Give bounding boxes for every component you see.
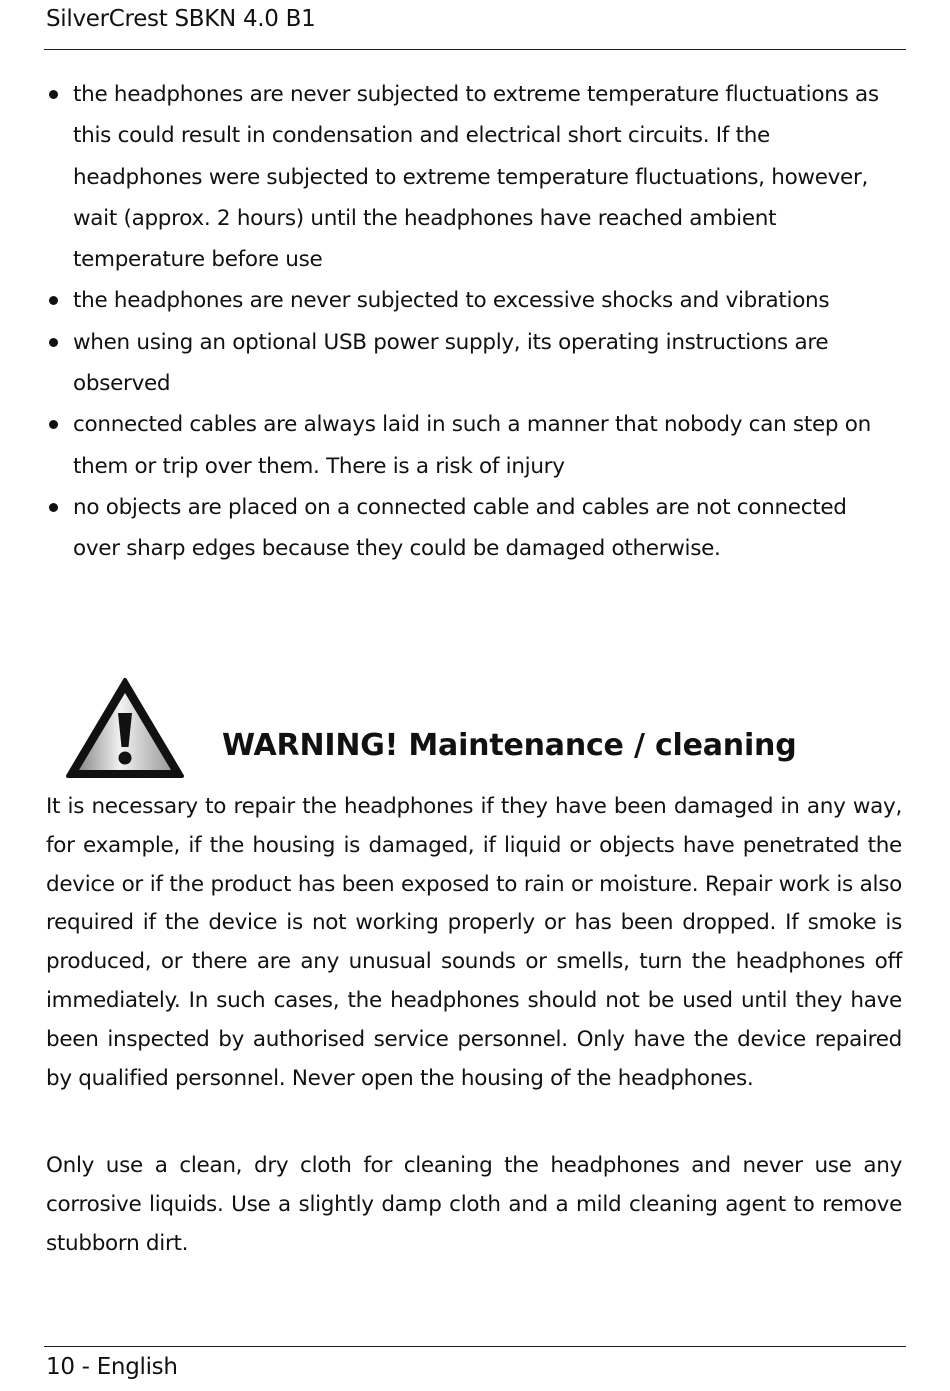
list-item-text: the headphones are never subjected to excessive shocks and vibrations xyxy=(73,288,830,314)
bullet-icon xyxy=(49,90,58,99)
page-header-title: SilverCrest SBKN 4.0 B1 xyxy=(46,6,316,32)
list-item-text: connected cables are always laid in such a manner that nobody can step on them or trip over them. There is a risk of injury xyxy=(73,412,871,479)
footer-divider xyxy=(44,1346,906,1347)
safety-bullet-list xyxy=(46,74,896,570)
warning-heading: WARNING! Maintenance / cleaning xyxy=(222,728,797,763)
warning-triangle-icon xyxy=(65,677,185,780)
list-item-text: no objects are placed on a connected cable and cables are not connected over sharp edges because they could be damaged otherwise. xyxy=(73,494,847,562)
list-item-text: when using an optional USB power supply, its operating instructions are observed xyxy=(73,329,829,397)
header-divider xyxy=(44,49,906,50)
list-item-text: the headphones are never subjected to extreme temperature fluctuations as this could result in condensation and electrical short circuits. If the headphones were subjected to extreme temperature fluctuations, however, wait (approx. 2 hours) until the headphones have reached ambient temperature before use xyxy=(73,82,879,273)
bullet-icon xyxy=(49,420,58,429)
page-number-footer: 10 - English xyxy=(46,1354,178,1380)
list-item xyxy=(46,74,896,280)
list-item xyxy=(46,322,896,405)
maintenance-paragraph: It is necessary to repair the headphones if they have been damaged in any way, for example, if the housing is damaged, if liquid or objects have penetrated the device or if the product has been exposed to rain or moisture. Repair work is also required if the device is not working properly or has been dropped. If smoke is produced, or there are any unusual sounds or smells, turn the headphones off immediately. In such cases, the headphones should not be used until they have been inspected by authorised service personnel. Only have the device repaired by qualified personnel. Never open the housing of the headphones. xyxy=(46,794,902,1091)
list-item xyxy=(46,280,896,321)
cleaning-paragraph: Only use a clean, dry cloth for cleaning the headphones and never use any corrosive liquids. Use a slightly damp cloth and a mild cleaning agent to remove stubborn dirt. xyxy=(46,1153,902,1256)
bullet-icon xyxy=(49,503,58,512)
list-item xyxy=(46,487,896,570)
bullet-icon xyxy=(49,338,58,347)
list-item xyxy=(46,404,896,487)
bullet-icon xyxy=(49,296,58,305)
